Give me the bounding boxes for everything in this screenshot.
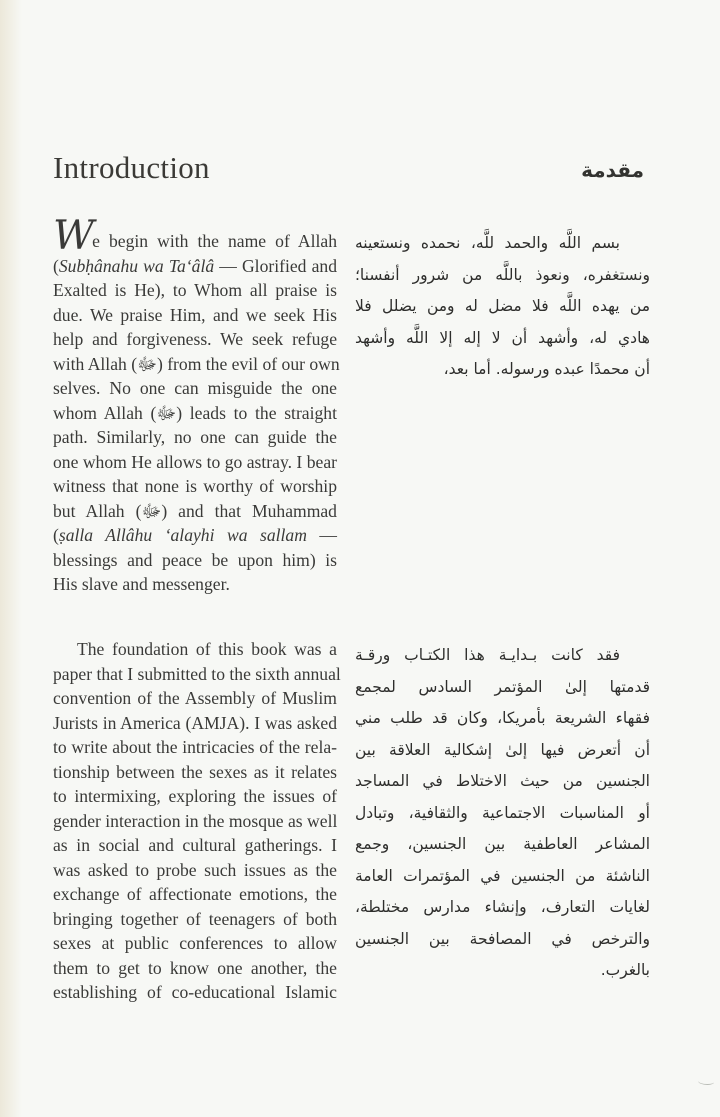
line-text: e begin with the name of Allah xyxy=(92,231,337,251)
arabic-paragraph-2 xyxy=(355,640,650,987)
page-curl-mark xyxy=(698,1078,714,1085)
text-line: The foundation of this book was a xyxy=(77,639,337,659)
text-line: tionship between the sexes as it relates xyxy=(53,761,337,782)
text-line: فقهاء الشريعة بأمريكا، وكان قد طلب مني xyxy=(355,709,650,727)
text-line: بسم اللَّه والحمد للَّه، نحمده ونستعينه xyxy=(355,234,620,252)
text-line: paper that I submitted to the sixth annual xyxy=(53,663,341,684)
text-line: selves. No one can misguide the one xyxy=(53,378,337,398)
text-line: من يهده اللَّه فلا مضل له ومن يضلل فلا xyxy=(355,297,650,315)
drop-cap: W xyxy=(53,213,95,259)
text-line: الجنسين من حيث الاختلاط في المساجد xyxy=(355,772,650,790)
text-line: whom Allah (ﷻ) leads to the straight xyxy=(53,402,337,423)
text-line: بالغرب. xyxy=(600,961,650,979)
text-line: to intermixing, exploring the issues of xyxy=(53,786,337,806)
english-title: Introduction xyxy=(53,150,210,185)
text-line: one whom He allows to go astray. I bear xyxy=(53,451,337,472)
text-line: witness that none is worthy of worship xyxy=(53,476,337,496)
italic-term: Subḥânahu wa Ta‘âlâ xyxy=(58,255,215,276)
text-line: His slave and messenger. xyxy=(53,574,230,594)
text-line: sexes at public conferences to allow xyxy=(53,933,337,953)
text-line: them to get to know one another, the xyxy=(53,957,337,978)
arabic-paragraph-1 xyxy=(355,228,650,386)
text-line: help and forgiveness. We seek refuge xyxy=(53,329,337,349)
english-paragraph-1 xyxy=(53,213,340,597)
text-line: as in social and cultural gatherings. I xyxy=(53,835,337,855)
text-line: (Subḥânahu wa Ta‘âlâ — Glorified and xyxy=(53,255,337,276)
text-line: المشاعر العاطفية بين الجنسين، وجمع xyxy=(355,835,650,853)
text-line: to write about the intricacies of the rela- xyxy=(53,737,337,757)
text-line: هادي له، وأشهد أن لا إله إلا اللَّه وأشهد xyxy=(355,328,650,347)
text-line: أن أتعرض فيها إلىٰ إشكالية العلاقة بين xyxy=(355,740,650,759)
text-line: blessings and peace be upon him) is xyxy=(53,549,337,570)
text-line: convention of the Assembly of Muslim xyxy=(53,688,337,708)
arabic-title: مقدمة xyxy=(581,158,644,182)
text-line: ونستغفره، ونعوذ باللَّه من شرور أنفسنا؛ xyxy=(355,265,650,284)
text-line: Exalted is He), to Whom all praise is xyxy=(53,280,337,300)
text-line: gender interaction in the mosque as well xyxy=(53,810,338,831)
text-line: أو المناسبات الاجتماعية والثقافية، وتبادل xyxy=(355,803,650,822)
english-paragraph-2 xyxy=(53,637,341,1005)
text-line: path. Similarly, no one can guide the xyxy=(53,427,337,447)
text-line: Jurists in America (AMJA). I was asked xyxy=(53,712,337,733)
text-line: bringing together of teenagers of both xyxy=(53,908,337,929)
text-line: لغايات التعارف، وإنشاء مدارس مختلطة، xyxy=(355,898,650,916)
text-line xyxy=(53,213,337,259)
text-line: was asked to probe such issues as the xyxy=(53,859,337,880)
text-line: فقد كانت بـدايـة هذا الكتـاب ورقـة xyxy=(355,646,620,664)
text-line: الناشئة من الجنسين في المؤتمرات العامة xyxy=(355,866,650,885)
italic-term: ṣalla Allâhu ‘alayhi wa sallam xyxy=(58,525,307,545)
text-line: with Allah (ﷻ) from the evil of our own xyxy=(53,353,340,374)
text-line: أن محمدًا عبده ورسوله. أما بعد، xyxy=(443,360,650,378)
text-line: but Allah (ﷻ) and that Muhammad xyxy=(53,500,337,521)
text-line: exchange of affectionate emotions, the xyxy=(53,884,337,904)
text-line: (ṣalla Allâhu ‘alayhi wa sallam — xyxy=(53,525,337,545)
text-line: والترخص في المصافحة بين الجنسين xyxy=(355,929,650,948)
text-line: due. We praise Him, and we seek His xyxy=(53,304,337,325)
page-binding-shadow xyxy=(0,0,22,1117)
text-line: establishing of co-educational Islamic xyxy=(53,982,337,1002)
text-line: قدمتها إلىٰ المؤتمر السادس لمجمع xyxy=(355,677,650,696)
